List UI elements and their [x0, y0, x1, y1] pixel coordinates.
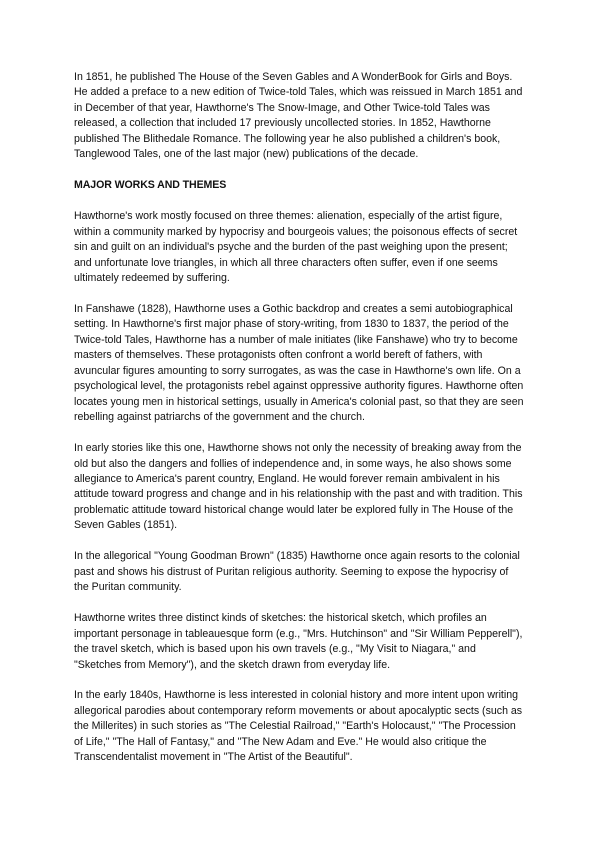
1840s-paragraph: In the early 1840s, Hawthorne is less interested in colonial history and more intent upon writing allegorical parodies about contemporary reform movements or about apocalyptic sects (such as the Millerites) in such stories as "The Celestial Railroad," "Earth's Holocaust," "The Procession of Life," "The Hall of Fantasy," and "The New Adam and Eve." He would also critique the Transcendentalist movement in "The Artist of the Beautiful".	[74, 689, 523, 764]
goodman-brown-paragraph: In the allegorical "Young Goodman Brown" (1835) Hawthorne once again resorts to the colonial past and shows his distrust of Puritan religious authority. Seeming to expose the hypocrisy of the Puritan community.	[74, 550, 520, 594]
sketches-paragraph: Hawthorne writes three distinct kinds of sketches: the historical sketch, which profiles an important personage in tableauesque form (e.g., "Mrs. Hutchinson" and "Sir William Pepperell"), the travel sketch, which is based upon his own travels (e.g., "My Visit to Niagara," and "Sketches from Memory"), and the sketch drawn from everyday life.	[74, 612, 523, 671]
early-stories-paragraph: In early stories like this one, Hawthorne shows not only the necessity of breaking away from the old but also the dangers and follies of independence and, in some ways, he also shows some allegiance to America's parent country, England. He would forever remain ambivalent in his attitude toward progress and change and in his relationship with the past and with tradition. This problematic attitude toward historical change would later be explored fully in The House of the Seven Gables (1851).	[74, 442, 523, 532]
document-page	[74, 70, 526, 781]
intro-paragraph: In 1851, he published The House of the Seven Gables and A WonderBook for Girls and Boys. He added a preface to a new edition of Twice-told Tales, which was reissued in March 1851 and in December of that year, Hawthorne's The Snow-Image, and Other Twice-told Tales was released, a collection that included 17 previously uncollected stories. In 1852, Hawthorne published The Blithedale Romance. The following year he also published a children's book, Tanglewood Tales, one of the last major (new) publications of the decade.	[74, 71, 523, 161]
fanshawe-paragraph: In Fanshawe (1828), Hawthorne uses a Gothic backdrop and creates a semi autobiographical setting. In Hawthorne's first major phase of story-writing, from 1830 to 1837, the period of the Twice-told Tales, Hawthorne has a number of male initiates (like Fanshawe) who try to become masters of themselves. These protagonists often confront a world bereft of fathers, with avuncular figures amounting to sorry surrogates, as was the case in Hawthorne's own life. On a psychological level, the protagonists rebel against oppressive authority figures. Hawthorne often locates young men in historical settings, usually in America's colonial past, so that they are seen rebelling against patriarchs of the government and the church.	[74, 302, 524, 424]
section-heading: MAJOR WORKS AND THEMES	[74, 179, 227, 192]
themes-paragraph: Hawthorne's work mostly focused on three themes: alienation, especially of the artist figure, within a community marked by hypocrisy and bourgeois values; the poisonous effects of secret sin and guilt on an individual's psyche and the burden of the past weighing upon the present; and unfortunate love triangles, in which all three characters often suffer, even if one seems ultimately redeemed by suffering.	[74, 210, 518, 284]
